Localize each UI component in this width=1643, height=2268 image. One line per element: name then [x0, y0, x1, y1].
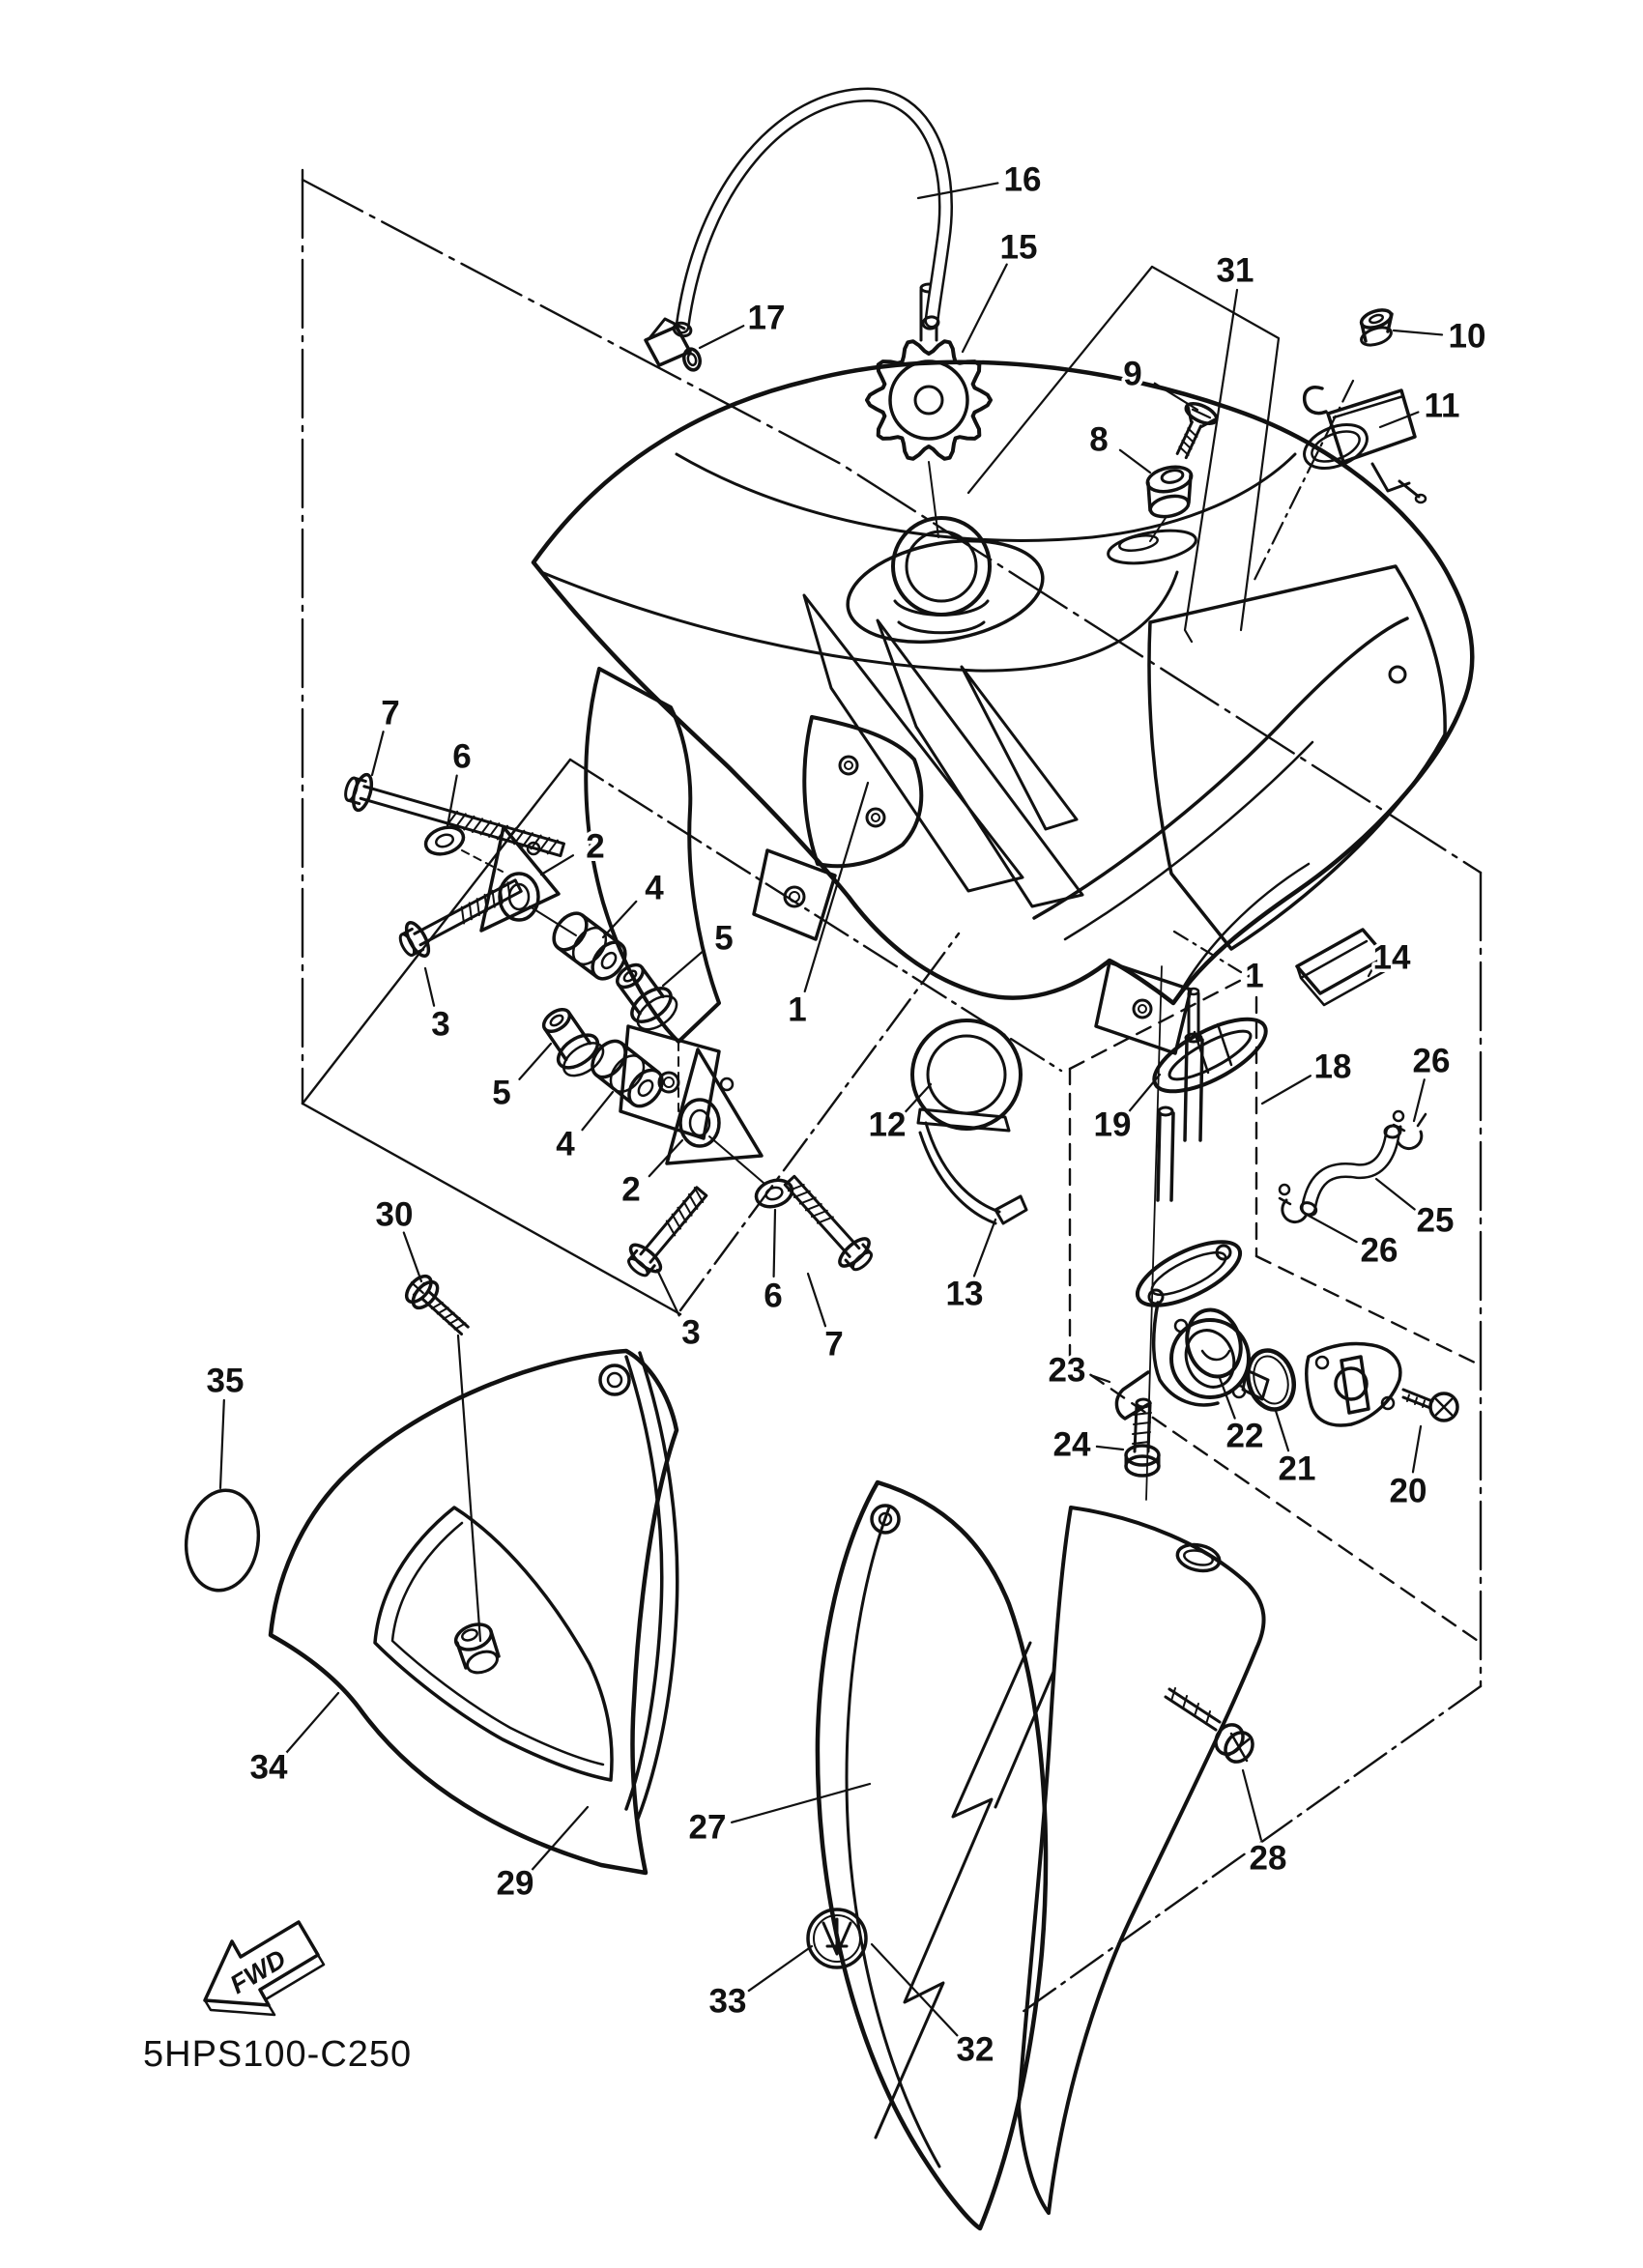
callout-label: 7 — [381, 694, 400, 732]
callout-4 — [603, 870, 664, 938]
callout-label: 9 — [1123, 355, 1142, 393]
socket-screw-10 — [1254, 306, 1394, 580]
tank-skirt — [586, 669, 719, 1042]
callout-label: 23 — [1048, 1351, 1086, 1390]
callout-label: 16 — [1003, 160, 1042, 199]
callout-15 — [963, 229, 1037, 353]
callout-10 — [1394, 318, 1485, 356]
callout-13 — [946, 1220, 995, 1313]
callout-label: 2 — [621, 1170, 641, 1209]
callout-label: 24 — [1052, 1425, 1091, 1464]
callout-19 — [1094, 1075, 1160, 1144]
callout-27 — [689, 1784, 870, 1847]
callout-18 — [1262, 1048, 1351, 1105]
callout-7 — [372, 695, 400, 776]
callout-24 — [1053, 1426, 1123, 1464]
fuel-tank — [533, 362, 1472, 1138]
callout-label: 22 — [1225, 1417, 1264, 1455]
callout-21 — [1276, 1411, 1315, 1488]
callout-label: 14 — [1372, 938, 1411, 977]
pan-screw — [402, 1272, 468, 1334]
callout-label: 12 — [868, 1105, 907, 1144]
left-shroud — [271, 1351, 677, 1873]
callout-label: 5 — [492, 1074, 511, 1112]
callout-5 — [492, 1044, 551, 1112]
callout-26 — [1413, 1043, 1451, 1122]
callout-26 — [1309, 1216, 1398, 1270]
callout-label: 4 — [556, 1125, 575, 1163]
callout-23 — [1049, 1352, 1110, 1390]
callout-8 — [1089, 421, 1150, 474]
shroud-inner-plate — [1019, 1507, 1264, 2213]
tank-band-12-13 — [912, 1020, 1026, 1223]
callout-label: 20 — [1389, 1472, 1427, 1510]
breather-hose — [673, 95, 946, 338]
fuel-cock-assembly — [1116, 966, 1457, 1500]
callout-2 — [621, 1140, 682, 1209]
callout-label: 1 — [1245, 957, 1264, 995]
callout-9 — [1123, 356, 1197, 411]
callout-label: 32 — [956, 2030, 994, 2069]
filler-boss — [840, 527, 1051, 656]
callout-3 — [657, 1270, 701, 1352]
callout-label: 18 — [1313, 1048, 1352, 1086]
emblem-35 — [180, 1485, 265, 1594]
callout-label: 26 — [1360, 1231, 1398, 1270]
callout-label: 6 — [452, 737, 472, 776]
callout-label: 7 — [824, 1325, 844, 1364]
callout-14 — [1369, 939, 1411, 977]
callout-34 — [250, 1693, 338, 1787]
callout-label: 1 — [788, 990, 807, 1029]
callout-label: 8 — [1089, 420, 1109, 459]
callout-label: 5 — [714, 919, 734, 958]
callout-28 — [1243, 1770, 1286, 1878]
construction-planes — [303, 170, 1481, 2012]
fwd-arrow — [205, 1922, 324, 2015]
part-code: 5HPS100-C250 — [143, 2034, 413, 2075]
callout-label: 17 — [747, 299, 786, 337]
callout-label: 6 — [764, 1277, 783, 1315]
callout-label: 31 — [1216, 251, 1254, 290]
callout-33 — [709, 1946, 812, 2021]
callout-label: 26 — [1412, 1042, 1451, 1080]
callout-label: 27 — [688, 1808, 727, 1847]
callout-label: 2 — [586, 827, 605, 866]
callout-label: 15 — [999, 228, 1038, 267]
shroud-collar — [452, 1620, 500, 1677]
callout-31 — [1185, 252, 1254, 643]
callout-3 — [425, 968, 450, 1044]
callout-label: 19 — [1093, 1105, 1132, 1144]
callout-label: 21 — [1278, 1450, 1316, 1488]
callout-6 — [764, 1210, 782, 1315]
callout-label: 10 — [1448, 317, 1486, 356]
tank-bracket — [667, 1049, 762, 1163]
tank-front-bracket — [804, 717, 921, 866]
callout-7 — [808, 1274, 844, 1364]
callout-label: 13 — [945, 1275, 984, 1313]
spacer — [614, 961, 683, 1036]
callout-25 — [1376, 1179, 1454, 1240]
callout-35 — [207, 1363, 245, 1489]
screw-28 — [1166, 1688, 1258, 1767]
callout-label: 11 — [1424, 387, 1460, 425]
callout-label: 25 — [1416, 1201, 1455, 1240]
lever-set-20 — [1307, 1344, 1457, 1426]
callout-label: 35 — [206, 1362, 245, 1400]
yamaha-tuning-fork-logo — [808, 1909, 866, 1967]
callout-label: 28 — [1249, 1839, 1287, 1878]
callout-17 — [700, 300, 785, 349]
callout-label: 30 — [375, 1195, 414, 1234]
outlet-hose-25 — [1299, 1125, 1400, 1217]
fwd-arrow-label: FWD — [224, 1943, 292, 2000]
callout-label: 33 — [708, 1982, 747, 2021]
seat-bracket-11 — [1298, 388, 1426, 502]
callout-30 — [376, 1196, 421, 1282]
callout-label: 34 — [249, 1748, 288, 1787]
callout-20 — [1390, 1426, 1427, 1510]
hose-clip-17 — [646, 319, 703, 372]
callout-label: 3 — [681, 1313, 701, 1352]
flange-bolt — [785, 1176, 874, 1272]
callout-4 — [556, 1092, 613, 1163]
callout-label: 4 — [645, 869, 664, 907]
callout-label: 3 — [431, 1005, 450, 1044]
callout-label: 29 — [496, 1864, 534, 1903]
right-shroud — [808, 1482, 1264, 2228]
petcock — [1116, 989, 1268, 1419]
